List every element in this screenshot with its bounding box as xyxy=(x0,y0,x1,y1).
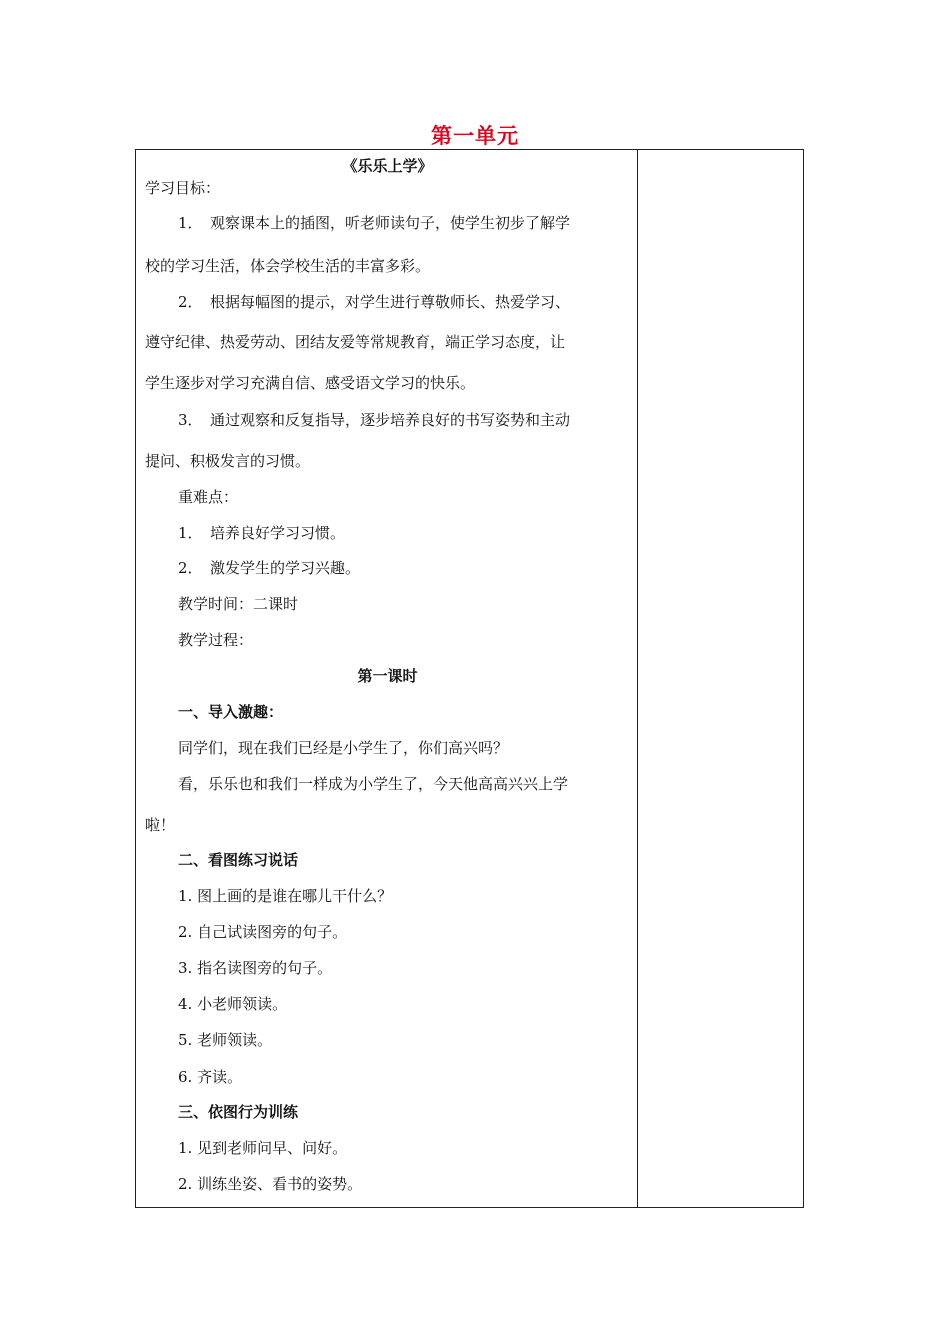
teaching-process-label: 教学过程： xyxy=(178,631,254,649)
key-point-1: 1． 培养良好学习习惯。 xyxy=(178,524,346,542)
table-column-divider xyxy=(637,149,638,1208)
objective-2-line-3: 学生逐步对学习充满自信、感受语文学习的快乐。 xyxy=(145,374,476,392)
section-2-heading: 二、看图练习说话 xyxy=(178,851,299,869)
lesson-title: 《乐乐上学》 xyxy=(342,157,433,175)
section-3-item-1: 1. 见到老师问早、问好。 xyxy=(178,1139,348,1157)
objective-3-line-2: 提问、积极发言的习惯。 xyxy=(145,452,311,470)
key-point-2: 2． 激发学生的学习兴趣。 xyxy=(178,559,361,577)
objective-2-line-2: 遵守纪律、热爱劳动、团结友爱等常规教育，端正学习态度，让 xyxy=(145,333,566,351)
section-1-para-2-line-1: 看，乐乐也和我们一样成为小学生了，今天他高高兴兴上学 xyxy=(178,775,569,793)
objective-2-line-1: 2． 根据每幅图的提示，对学生进行尊敬师长、热爱学习、 xyxy=(178,293,571,311)
section-3-heading: 三、依图行为训练 xyxy=(178,1103,299,1121)
period-title: 第一课时 xyxy=(357,667,418,685)
section-1-para-1: 同学们，现在我们已经是小学生了，你们高兴吗？ xyxy=(178,739,509,757)
objective-1-line-2: 校的学习生活，体会学校生活的丰富多彩。 xyxy=(145,257,431,275)
section-3-item-2: 2. 训练坐姿、看书的姿势。 xyxy=(178,1175,363,1193)
section-2-item-6: 6. 齐读。 xyxy=(178,1068,243,1086)
key-points-label: 重难点： xyxy=(178,488,239,506)
section-1-heading: 一、导入激趣： xyxy=(178,703,284,721)
section-2-item-5: 5. 老师领读。 xyxy=(178,1031,273,1049)
objective-3-line-1: 3． 通过观察和反复指导，逐步培养良好的书写姿势和主动 xyxy=(178,411,571,429)
section-2-item-3: 3. 指名读图旁的句子。 xyxy=(178,959,333,977)
section-2-item-1: 1. 图上画的是谁在哪儿干什么？ xyxy=(178,887,393,905)
unit-title: 第一单元 xyxy=(431,124,519,148)
objectives-label: 学习目标： xyxy=(145,179,221,197)
section-2-item-2: 2. 自己试读图旁的句子。 xyxy=(178,923,348,941)
section-1-para-2-line-2: 啦！ xyxy=(145,816,176,834)
section-2-item-4: 4. 小老师领读。 xyxy=(178,995,288,1013)
teaching-time: 教学时间：二课时 xyxy=(178,595,299,613)
objective-1-line-1: 1． 观察课本上的插图，听老师读句子，使学生初步了解学 xyxy=(178,214,571,232)
